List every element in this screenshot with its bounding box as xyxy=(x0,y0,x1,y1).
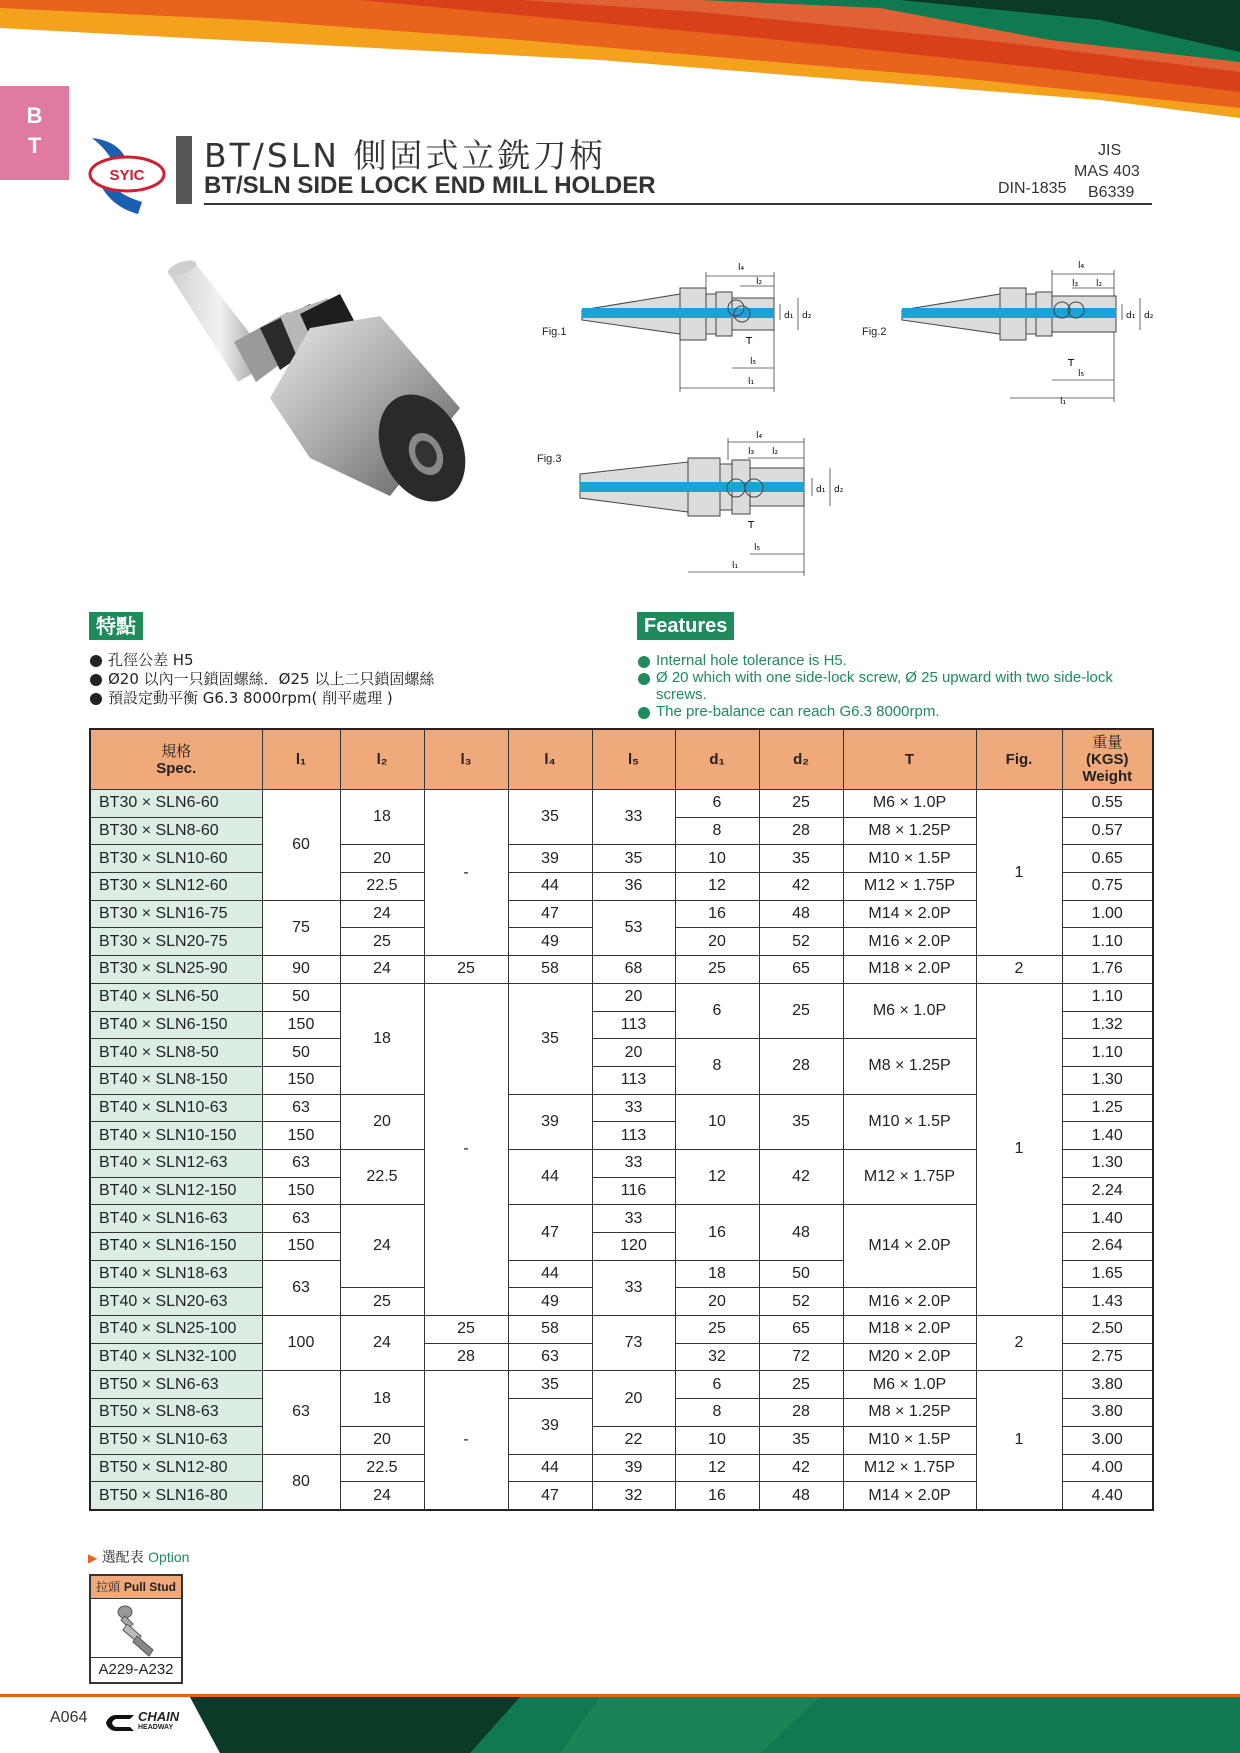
cell-l1: 50 xyxy=(262,983,340,1011)
features-zh-tag: 特點 xyxy=(89,612,143,640)
cell-l2: 20 xyxy=(340,845,424,873)
cell-fig: 1 xyxy=(976,1371,1062,1510)
cell-fig: 1 xyxy=(976,983,1062,1315)
logo-text: SYIC xyxy=(109,167,145,184)
fig1-l5: l₅ xyxy=(750,357,757,367)
table-row xyxy=(90,983,1153,1011)
cell-weight: 0.57 xyxy=(1062,817,1153,845)
fig1-l1: l₁ xyxy=(748,377,755,387)
side-tab xyxy=(0,86,69,180)
header-t: T xyxy=(843,729,976,790)
feature-zh-item: 預設定動平衡 G6.3 8000rpm( 削平處理 ) xyxy=(89,689,609,708)
page-number: A064 xyxy=(50,1709,88,1726)
features-en-tag: Features xyxy=(637,612,734,640)
cell-spec: BT40 × SLN6-50 xyxy=(90,983,262,1011)
chain-logo-icon xyxy=(104,1712,138,1734)
cell-spec: BT30 × SLN6-60 xyxy=(90,790,262,818)
cell-l2: 24 xyxy=(340,1482,424,1510)
cell-t: M20 × 2.0P xyxy=(843,1343,976,1371)
cell-l5: 35 xyxy=(592,845,675,873)
cell-weight: 1.30 xyxy=(1062,1066,1153,1094)
cell-l2: 22.5 xyxy=(340,1149,424,1204)
cell-spec: BT40 × SLN16-150 xyxy=(90,1233,262,1261)
features-en-list xyxy=(637,652,1147,720)
header-l1: l₁ xyxy=(262,729,340,790)
cell-d1: 10 xyxy=(675,1426,759,1454)
feature-en-item: Ø 20 which with one side-lock screw, Ø 25 upward with two side-lock screws. xyxy=(637,669,1147,703)
cell-weight: 1.76 xyxy=(1062,956,1153,984)
cell-t: M10 × 1.5P xyxy=(843,1426,976,1454)
cell-d2: 28 xyxy=(759,817,843,845)
standard-jis: JIS xyxy=(1098,142,1122,159)
spec-table xyxy=(89,728,1154,1511)
cell-l5: 33 xyxy=(592,1094,675,1122)
cell-l1: 63 xyxy=(262,1371,340,1454)
fig1-l2: l₂ xyxy=(756,277,763,287)
cell-l3: 25 xyxy=(424,956,508,984)
cell-l4: 58 xyxy=(508,1316,592,1344)
cell-d1: 12 xyxy=(675,1149,759,1204)
cell-l2: 20 xyxy=(340,1094,424,1149)
cell-l1: 100 xyxy=(262,1316,340,1371)
fig1-drawing xyxy=(580,258,820,408)
product-photo xyxy=(160,258,480,526)
standard-b: B6339 xyxy=(1088,184,1135,201)
cell-l1: 75 xyxy=(262,900,340,955)
header-l5: l₅ xyxy=(592,729,675,790)
cell-l4: 63 xyxy=(508,1343,592,1371)
cell-l4: 49 xyxy=(508,928,592,956)
cell-weight: 1.65 xyxy=(1062,1260,1153,1288)
header-spec-en: Spec. xyxy=(156,759,197,777)
cell-l1: 150 xyxy=(262,1122,340,1150)
cell-spec: BT50 × SLN10-63 xyxy=(90,1426,262,1454)
cell-spec: BT40 × SLN20-63 xyxy=(90,1288,262,1316)
syic-logo xyxy=(86,136,168,216)
cell-weight: 1.10 xyxy=(1062,1039,1153,1067)
cell-d2: 25 xyxy=(759,790,843,818)
cell-l2: 24 xyxy=(340,956,424,984)
header-l3: l₃ xyxy=(424,729,508,790)
cell-l4: 44 xyxy=(508,1260,592,1288)
chain-logo-line1: CHAIN xyxy=(138,1709,180,1724)
title-rule xyxy=(204,203,1152,205)
cell-d1: 16 xyxy=(675,900,759,928)
cell-weight: 1.32 xyxy=(1062,1011,1153,1039)
cell-l5: 33 xyxy=(592,1149,675,1177)
cell-d1: 32 xyxy=(675,1343,759,1371)
header-weight-zh: 重量 xyxy=(1092,734,1123,751)
cell-spec: BT50 × SLN12-80 xyxy=(90,1454,262,1482)
cell-spec: BT30 × SLN8-60 xyxy=(90,817,262,845)
header-spec-zh: 規格 xyxy=(161,742,192,760)
cell-l4: 39 xyxy=(508,1399,592,1454)
header-weight xyxy=(1062,729,1153,790)
cell-d2: 35 xyxy=(759,845,843,873)
cell-l5: 73 xyxy=(592,1316,675,1371)
fig2-l3: l₃ xyxy=(1072,279,1079,289)
fig2-label: Fig.2 xyxy=(862,326,887,338)
cell-spec: BT40 × SLN32-100 xyxy=(90,1343,262,1371)
cell-weight: 1.40 xyxy=(1062,1205,1153,1233)
cell-t: M12 × 1.75P xyxy=(843,1454,976,1482)
fig3-l5: l₅ xyxy=(754,543,761,553)
cell-d1: 8 xyxy=(675,1399,759,1427)
fig2-d1: d₁ xyxy=(1126,311,1136,321)
cell-l4: 47 xyxy=(508,1482,592,1510)
page-title-en: BT/SLN SIDE LOCK END MILL HOLDER xyxy=(204,172,656,199)
cell-t: M6 × 1.0P xyxy=(843,1371,976,1399)
cell-weight: 3.80 xyxy=(1062,1399,1153,1427)
cell-l4: 47 xyxy=(508,1205,592,1260)
cell-d1: 25 xyxy=(675,956,759,984)
cell-d2: 42 xyxy=(759,1454,843,1482)
cell-weight: 4.40 xyxy=(1062,1482,1153,1510)
fig1-l4: l₄ xyxy=(738,263,745,273)
cell-spec: BT50 × SLN6-63 xyxy=(90,1371,262,1399)
cell-spec: BT40 × SLN8-50 xyxy=(90,1039,262,1067)
fig3-d1: d₁ xyxy=(816,485,826,495)
cell-d1: 20 xyxy=(675,928,759,956)
cell-d2: 28 xyxy=(759,1399,843,1427)
cell-d2: 42 xyxy=(759,873,843,901)
cell-l4: 35 xyxy=(508,790,592,845)
cell-fig: 2 xyxy=(976,1316,1062,1371)
cell-spec: BT40 × SLN18-63 xyxy=(90,1260,262,1288)
cell-d2: 35 xyxy=(759,1094,843,1149)
cell-l2: 25 xyxy=(340,928,424,956)
cell-l1: 150 xyxy=(262,1011,340,1039)
side-tab-letter: T xyxy=(27,133,42,158)
fig1-d2: d₂ xyxy=(802,311,812,321)
cell-l5: 22 xyxy=(592,1426,675,1454)
cell-l5: 39 xyxy=(592,1454,675,1482)
cell-t: M8 × 1.25P xyxy=(843,1039,976,1094)
cell-spec: BT30 × SLN16-75 xyxy=(90,900,262,928)
spec-table-body xyxy=(90,790,1153,1510)
cell-t: M14 × 2.0P xyxy=(843,900,976,928)
cell-d2: 52 xyxy=(759,1288,843,1316)
cell-weight: 1.10 xyxy=(1062,928,1153,956)
cell-weight: 1.10 xyxy=(1062,983,1153,1011)
table-row xyxy=(90,1316,1153,1344)
fig3-l3: l₃ xyxy=(748,447,755,457)
cell-weight: 3.80 xyxy=(1062,1371,1153,1399)
cell-l5: 113 xyxy=(592,1122,675,1150)
cell-weight: 2.50 xyxy=(1062,1316,1153,1344)
fig2-t: T xyxy=(1068,358,1075,369)
pull-stud-en: Pull Stud xyxy=(123,1580,176,1594)
cell-d1: 25 xyxy=(675,1316,759,1344)
cell-l2: 24 xyxy=(340,1316,424,1371)
cell-spec: BT40 × SLN8-150 xyxy=(90,1066,262,1094)
cell-l5: 116 xyxy=(592,1177,675,1205)
cell-l1: 63 xyxy=(262,1149,340,1177)
cell-t: M18 × 2.0P xyxy=(843,956,976,984)
header-d1: d₁ xyxy=(675,729,759,790)
cell-l3: 28 xyxy=(424,1343,508,1371)
cell-d1: 8 xyxy=(675,1039,759,1094)
cell-l5: 20 xyxy=(592,983,675,1011)
cell-l5: 113 xyxy=(592,1066,675,1094)
cell-weight: 3.00 xyxy=(1062,1426,1153,1454)
cell-d1: 6 xyxy=(675,1371,759,1399)
cell-t: M16 × 2.0P xyxy=(843,928,976,956)
option-heading-zh: 選配表 xyxy=(101,1550,144,1566)
fig1-label: Fig.1 xyxy=(542,326,567,338)
cell-l2: 18 xyxy=(340,1371,424,1426)
cell-spec: BT40 × SLN10-63 xyxy=(90,1094,262,1122)
cell-l5: 68 xyxy=(592,956,675,984)
cell-d1: 6 xyxy=(675,790,759,818)
fig2-l5: l₅ xyxy=(1078,369,1085,379)
cell-weight: 1.43 xyxy=(1062,1288,1153,1316)
cell-t: M6 × 1.0P xyxy=(843,983,976,1038)
fig3-t: T xyxy=(748,520,755,531)
cell-l4: 35 xyxy=(508,1371,592,1399)
features-zh-list xyxy=(89,651,609,708)
footer-band xyxy=(0,1694,1240,1753)
header-weight-en: Weight xyxy=(1082,768,1133,785)
cell-d2: 52 xyxy=(759,928,843,956)
table-row xyxy=(90,1371,1153,1399)
cell-t: M14 × 2.0P xyxy=(843,1205,976,1288)
cell-l1: 150 xyxy=(262,1233,340,1261)
fig3-label: Fig.3 xyxy=(537,453,562,465)
header-l2: l₂ xyxy=(340,729,424,790)
cell-fig: 2 xyxy=(976,956,1062,984)
header-band xyxy=(0,0,1240,118)
cell-spec: BT40 × SLN25-100 xyxy=(90,1316,262,1344)
cell-spec: BT40 × SLN12-150 xyxy=(90,1177,262,1205)
cell-weight: 0.55 xyxy=(1062,790,1153,818)
cell-weight: 2.24 xyxy=(1062,1177,1153,1205)
header-d2: d₂ xyxy=(759,729,843,790)
cell-l1: 63 xyxy=(262,1094,340,1122)
cell-l5: 53 xyxy=(592,900,675,955)
fig3-l4: l₄ xyxy=(756,431,763,441)
side-tab-letter: B xyxy=(26,103,43,128)
cell-l2: 25 xyxy=(340,1288,424,1316)
cell-t: M14 × 2.0P xyxy=(843,1482,976,1510)
cell-spec: BT50 × SLN8-63 xyxy=(90,1399,262,1427)
cell-l4: 35 xyxy=(508,983,592,1094)
cell-t: M12 × 1.75P xyxy=(843,1149,976,1204)
cell-d1: 12 xyxy=(675,1454,759,1482)
cell-l5: 36 xyxy=(592,873,675,901)
cell-d1: 10 xyxy=(675,1094,759,1149)
fig2-drawing xyxy=(900,258,1154,408)
cell-t: M8 × 1.25P xyxy=(843,817,976,845)
cell-l4: 47 xyxy=(508,900,592,928)
fig2-l1: l₁ xyxy=(1060,397,1067,407)
cell-d1: 6 xyxy=(675,983,759,1038)
header-l4: l₄ xyxy=(508,729,592,790)
cell-d2: 48 xyxy=(759,1482,843,1510)
header-fig: Fig. xyxy=(976,729,1062,790)
table-row xyxy=(90,790,1153,818)
cell-weight: 1.40 xyxy=(1062,1122,1153,1150)
cell-d2: 48 xyxy=(759,1205,843,1260)
cell-d1: 16 xyxy=(675,1205,759,1260)
fig3-d2: d₂ xyxy=(834,485,844,495)
cell-l5: 33 xyxy=(592,790,675,845)
fig2-l2: l₂ xyxy=(1096,279,1103,289)
pull-stud-zh: 拉頭 xyxy=(96,1580,121,1594)
cell-d2: 28 xyxy=(759,1039,843,1094)
cell-spec: BT30 × SLN10-60 xyxy=(90,845,262,873)
cell-l2: 18 xyxy=(340,983,424,1094)
cell-t: M18 × 2.0P xyxy=(843,1316,976,1344)
cell-l3: - xyxy=(424,790,508,956)
cell-weight: 1.00 xyxy=(1062,900,1153,928)
cell-spec: BT40 × SLN12-63 xyxy=(90,1149,262,1177)
cell-d2: 65 xyxy=(759,956,843,984)
cell-l1: 150 xyxy=(262,1066,340,1094)
cell-weight: 1.25 xyxy=(1062,1094,1153,1122)
cell-d2: 50 xyxy=(759,1260,843,1288)
cell-d1: 8 xyxy=(675,817,759,845)
header-weight-unit: (KGS) xyxy=(1086,751,1129,768)
cell-l5: 20 xyxy=(592,1039,675,1067)
cell-t: M16 × 2.0P xyxy=(843,1288,976,1316)
cell-l4: 39 xyxy=(508,1094,592,1149)
table-row xyxy=(90,956,1153,984)
cell-fig: 1 xyxy=(976,790,1062,956)
cell-l1: 90 xyxy=(262,956,340,984)
cell-spec: BT40 × SLN10-150 xyxy=(90,1122,262,1150)
cell-spec: BT30 × SLN25-90 xyxy=(90,956,262,984)
cell-l1: 50 xyxy=(262,1039,340,1067)
cell-l2: 24 xyxy=(340,1205,424,1288)
cell-spec: BT40 × SLN6-150 xyxy=(90,1011,262,1039)
cell-d2: 65 xyxy=(759,1316,843,1344)
cell-weight: 0.65 xyxy=(1062,845,1153,873)
cell-l2: 20 xyxy=(340,1426,424,1454)
cell-l4: 44 xyxy=(508,873,592,901)
cell-t: M12 × 1.75P xyxy=(843,873,976,901)
cell-l1: 63 xyxy=(262,1205,340,1233)
cell-l5: 113 xyxy=(592,1011,675,1039)
cell-weight: 2.64 xyxy=(1062,1233,1153,1261)
chain-headway-logo xyxy=(104,1710,184,1736)
feature-en-item: The pre-balance can reach G6.3 8000rpm. xyxy=(637,703,1147,720)
cell-d1: 20 xyxy=(675,1288,759,1316)
title-accent-bar xyxy=(176,136,192,204)
cell-l2: 22.5 xyxy=(340,1454,424,1482)
page-title-zh: BT/SLN 側固式立銑刀柄 xyxy=(204,136,606,175)
cell-d1: 12 xyxy=(675,873,759,901)
cell-t: M8 × 1.25P xyxy=(843,1399,976,1427)
cell-d2: 35 xyxy=(759,1426,843,1454)
pull-stud-image xyxy=(113,1602,161,1658)
cell-l4: 44 xyxy=(508,1149,592,1204)
cell-t: M6 × 1.0P xyxy=(843,790,976,818)
cell-l5: 32 xyxy=(592,1482,675,1510)
feature-en-item: Internal hole tolerance is H5. xyxy=(637,652,1147,669)
cell-l5: 20 xyxy=(592,1371,675,1426)
cell-l3: - xyxy=(424,1371,508,1510)
cell-l2: 22.5 xyxy=(340,873,424,901)
feature-zh-item: Ø20 以內一只鎖固螺絲．Ø25 以上二只鎖固螺絲 xyxy=(89,670,609,689)
cell-l2: 24 xyxy=(340,900,424,928)
fig1-t: T xyxy=(746,336,753,347)
cell-d2: 25 xyxy=(759,1371,843,1399)
cell-l5: 120 xyxy=(592,1233,675,1261)
cell-d1: 10 xyxy=(675,845,759,873)
cell-d1: 18 xyxy=(675,1260,759,1288)
cell-spec: BT30 × SLN12-60 xyxy=(90,873,262,901)
cell-t: M10 × 1.5P xyxy=(843,1094,976,1149)
cell-l1: 80 xyxy=(262,1454,340,1510)
cell-d1: 16 xyxy=(675,1482,759,1510)
cell-spec: BT50 × SLN16-80 xyxy=(90,1482,262,1510)
header-spec xyxy=(90,729,262,790)
feature-zh-item: 孔徑公差 H5 xyxy=(89,651,609,670)
fig3-l1: l₁ xyxy=(732,561,739,571)
pull-stud-header xyxy=(91,1576,181,1599)
cell-l1: 63 xyxy=(262,1260,340,1315)
triangle-right-icon: ▶ xyxy=(88,1551,98,1565)
fig2-d2: d₂ xyxy=(1144,311,1154,321)
cell-d2: 25 xyxy=(759,983,843,1038)
pull-stud-code: A229-A232 xyxy=(91,1657,181,1682)
cell-d2: 48 xyxy=(759,900,843,928)
cell-spec: BT30 × SLN20-75 xyxy=(90,928,262,956)
cell-l4: 58 xyxy=(508,956,592,984)
cell-t: M10 × 1.5P xyxy=(843,845,976,873)
pull-stud-card[interactable] xyxy=(89,1574,183,1684)
cell-l3: 25 xyxy=(424,1316,508,1344)
cell-weight: 1.30 xyxy=(1062,1149,1153,1177)
standard-mas: MAS 403 xyxy=(1074,163,1140,180)
fig2-l4: l₄ xyxy=(1078,261,1085,271)
cell-l5: 33 xyxy=(592,1205,675,1233)
standard-din: DIN-1835 xyxy=(998,180,1067,197)
cell-l1: 150 xyxy=(262,1177,340,1205)
cell-l5: 33 xyxy=(592,1260,675,1315)
fig3-l2: l₂ xyxy=(772,447,779,457)
cell-l2: 18 xyxy=(340,790,424,845)
cell-weight: 0.75 xyxy=(1062,873,1153,901)
cell-l4: 44 xyxy=(508,1454,592,1482)
cell-l3: - xyxy=(424,983,508,1315)
cell-weight: 4.00 xyxy=(1062,1454,1153,1482)
cell-spec: BT40 × SLN16-63 xyxy=(90,1205,262,1233)
cell-l4: 49 xyxy=(508,1288,592,1316)
cell-l4: 39 xyxy=(508,845,592,873)
fig1-d1: d₁ xyxy=(784,311,794,321)
option-heading xyxy=(88,1547,189,1567)
cell-d2: 42 xyxy=(759,1149,843,1204)
cell-l1: 60 xyxy=(262,790,340,901)
table-header-row xyxy=(90,729,1153,790)
chain-logo-line2: HEADWAY xyxy=(138,1724,174,1731)
option-heading-en: Option xyxy=(148,1549,190,1565)
cell-weight: 2.75 xyxy=(1062,1343,1153,1371)
cell-d2: 72 xyxy=(759,1343,843,1371)
fig3-drawing xyxy=(578,428,844,578)
